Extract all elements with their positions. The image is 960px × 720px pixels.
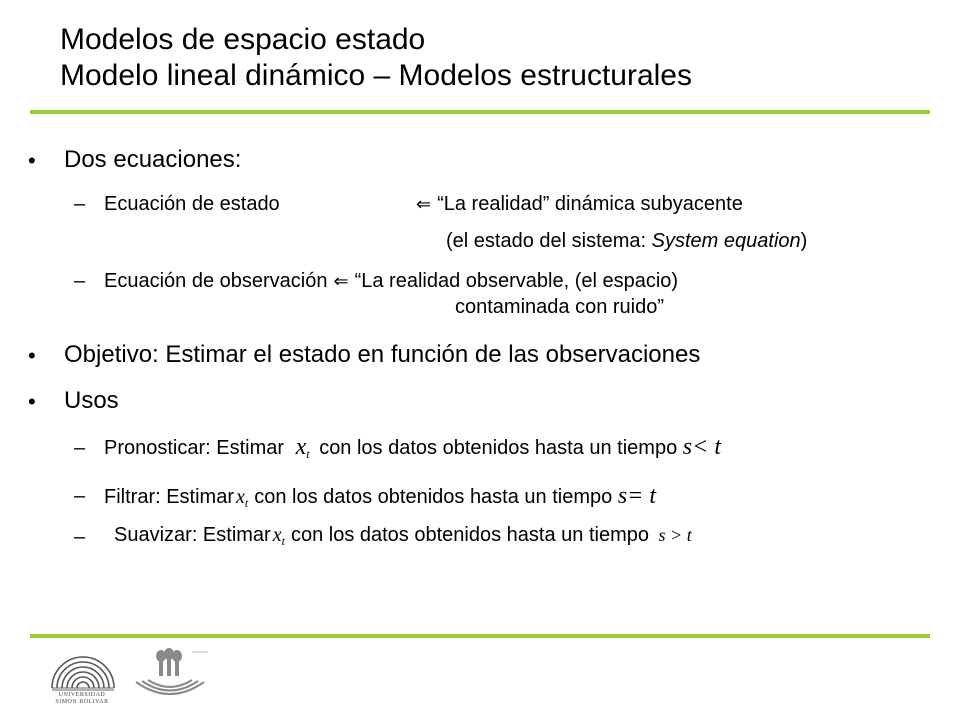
observacion-desc-continuation: contaminada con ruido” bbox=[455, 296, 665, 318]
var-t: t bbox=[306, 447, 310, 461]
dash-marker: – bbox=[74, 437, 86, 459]
left-arrow-icon: ⇐ bbox=[333, 271, 349, 291]
observacion-desc-text: “La realidad observable, (el espacio) bbox=[354, 270, 679, 292]
title-line-1: Modelos de espacio estado bbox=[60, 23, 426, 56]
dash-marker: – bbox=[74, 193, 86, 215]
suavizar-pre: Suavizar: Estimar bbox=[114, 524, 271, 546]
var-x-t bbox=[296, 434, 310, 460]
var-x: x bbox=[272, 524, 282, 546]
department-logo bbox=[132, 648, 208, 706]
university-logo bbox=[44, 648, 122, 712]
uso-suavizar bbox=[114, 524, 692, 549]
suavizar-post: con los datos obtenidos hasta un tiempo bbox=[290, 524, 649, 546]
left-arrow-icon: ⇐ bbox=[416, 194, 432, 214]
condition-s-lt-t: s< t bbox=[682, 434, 721, 460]
estado-desc-continuation bbox=[446, 230, 807, 253]
uso-pronosticar bbox=[104, 434, 721, 462]
trees-arches-icon bbox=[132, 648, 208, 706]
bullet-marker: • bbox=[28, 148, 36, 173]
dash-marker: – bbox=[74, 485, 86, 507]
estado-cont-post: ) bbox=[800, 230, 808, 252]
estado-desc-text: “La realidad” dinámica subyacente bbox=[437, 193, 743, 215]
pronosticar-post: con los datos obtenidos hasta un tiempo bbox=[319, 437, 678, 459]
title-line-2: Modelo lineal dinámico – Modelos estructurales bbox=[60, 59, 692, 92]
var-t: t bbox=[244, 496, 249, 510]
estado-cont-pre: (el estado del sistema: bbox=[446, 230, 652, 252]
condition-s-eq-t: s= t bbox=[617, 483, 657, 509]
var-x-t bbox=[236, 486, 248, 508]
bullet-usos: Usos bbox=[64, 387, 119, 414]
var-x: x bbox=[236, 486, 245, 508]
var-t: t bbox=[281, 534, 285, 548]
observacion-label: Ecuación de observación bbox=[104, 270, 328, 292]
top-divider bbox=[30, 110, 930, 114]
bullet-dos-ecuaciones: Dos ecuaciones: bbox=[64, 146, 242, 173]
condition-s-gt-t: s > t bbox=[658, 525, 692, 545]
dash-marker: – bbox=[74, 270, 86, 292]
estado-cont-em: System equation bbox=[651, 230, 801, 252]
var-x-t bbox=[273, 524, 285, 546]
sub-ecuacion-observacion bbox=[104, 270, 678, 293]
bullet-marker: • bbox=[28, 343, 36, 368]
slide-title bbox=[60, 22, 940, 94]
bullet-objetivo: Objetivo: Estimar el estado en función de las observaciones bbox=[64, 341, 701, 368]
sub-ecuacion-estado-desc bbox=[410, 193, 743, 216]
bullet-marker: • bbox=[28, 389, 36, 414]
pronosticar-pre: Pronosticar: Estimar bbox=[104, 437, 285, 459]
university-name: UNIVERSIDAD SIMON BOLIVAR bbox=[55, 692, 109, 705]
filtrar-post: con los datos obtenidos hasta un tiempo bbox=[254, 486, 613, 508]
dash-marker: – bbox=[74, 526, 86, 548]
uso-filtrar bbox=[104, 483, 656, 511]
sub-ecuacion-estado-label: Ecuación de estado bbox=[104, 193, 280, 215]
var-x: x bbox=[295, 434, 307, 460]
bottom-divider bbox=[30, 634, 930, 638]
filtrar-pre: Filtrar: Estimar bbox=[104, 486, 234, 508]
